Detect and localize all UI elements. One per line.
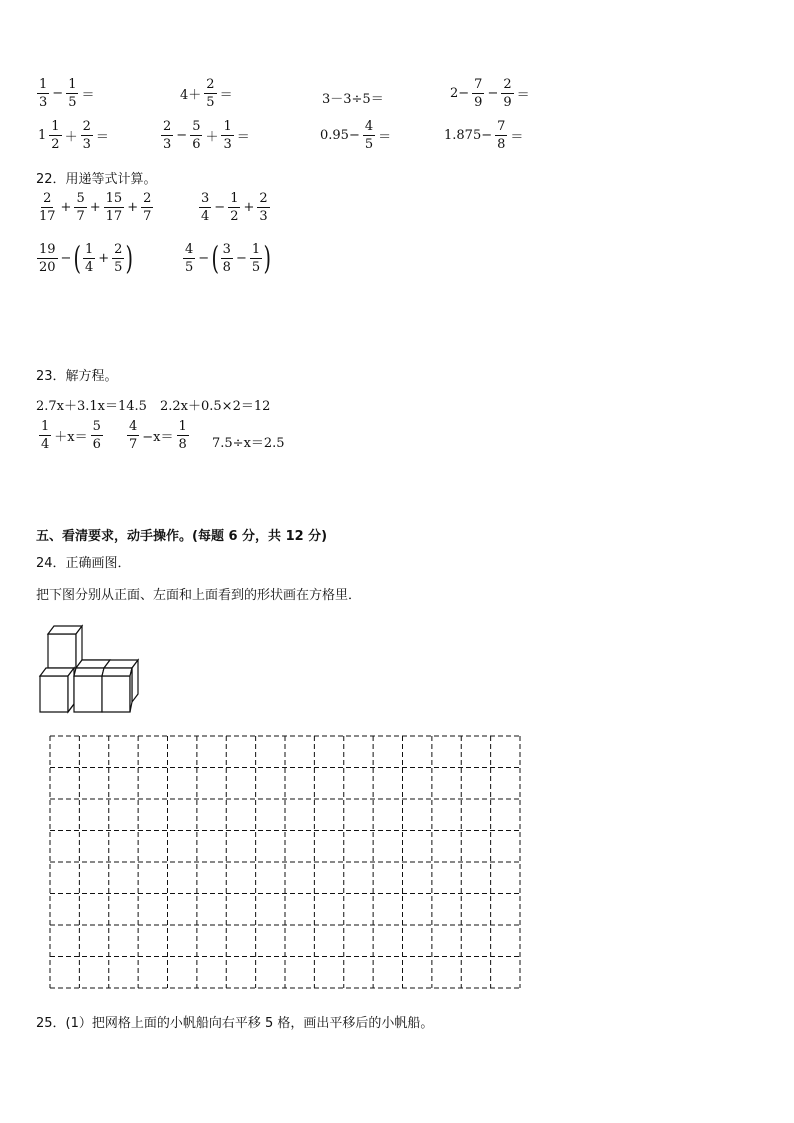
q22-row1-expr2 <box>198 192 271 223</box>
numerator: 15 <box>105 191 123 206</box>
fraction <box>127 420 139 451</box>
fraction <box>112 243 124 274</box>
q23-title: 23．解方程。 <box>36 369 118 384</box>
expression-text: ＋ <box>205 130 219 145</box>
numerator: 2 <box>43 191 52 206</box>
numerator: 3 <box>222 241 231 257</box>
q21-row1-expr3 <box>320 88 386 107</box>
fraction <box>228 192 240 223</box>
fraction <box>363 120 375 151</box>
expression-text: ＝ <box>219 88 233 103</box>
denominator: 3 <box>259 209 268 224</box>
section-5-title: 五、看清要求，动手操作。(每题 6 分，共 12 分) <box>36 529 328 544</box>
drawing-grid[interactable] <box>48 734 524 992</box>
denominator: 3 <box>39 95 48 110</box>
expression-text: 1.875− <box>444 128 493 143</box>
expression-text: + <box>89 200 101 215</box>
expression-text: −x＝ <box>142 430 174 445</box>
numerator: 1 <box>39 77 48 92</box>
parenthesis: ( <box>73 239 82 277</box>
expression-text: + <box>60 200 72 215</box>
numerator: 2 <box>503 77 512 92</box>
q23-row2-eq2 <box>126 420 190 451</box>
fraction <box>204 78 216 109</box>
fraction <box>104 192 125 223</box>
denominator: 9 <box>503 95 512 110</box>
expression-text: ＝ <box>236 130 250 145</box>
numerator: 2 <box>82 119 91 134</box>
fraction <box>190 120 202 151</box>
denominator: 17 <box>105 209 123 224</box>
parenthesis: ( <box>211 239 220 277</box>
q21-row1-expr2 <box>178 78 235 109</box>
q21-row2-expr4 <box>442 120 525 151</box>
q23-equation-1: 2.7x＋3.1x＝14.5 <box>36 399 147 414</box>
numerator: 19 <box>39 241 56 257</box>
numerator: 5 <box>92 419 101 434</box>
q22-row2-expr1 <box>36 239 134 277</box>
q21-row2-expr1 <box>36 120 111 151</box>
denominator: 3 <box>82 137 91 152</box>
numerator: 2 <box>206 77 215 92</box>
fraction <box>66 78 78 109</box>
expression-text: 0.95− <box>320 128 360 143</box>
expression-text: 3－3÷5＝ <box>322 92 384 107</box>
expression-text: − <box>60 250 72 266</box>
denominator: 3 <box>223 137 232 152</box>
q22-row2-expr2 <box>182 239 272 277</box>
fraction <box>183 243 195 274</box>
numerator: 3 <box>201 191 210 206</box>
numerator: 1 <box>41 419 50 434</box>
fraction <box>37 192 58 223</box>
q21-row1-expr4 <box>448 78 532 109</box>
numerator: 5 <box>192 119 201 134</box>
fraction <box>37 243 58 274</box>
denominator: 7 <box>143 209 152 224</box>
expression-text: 2− <box>450 86 470 101</box>
expression-text: 1 <box>38 128 47 143</box>
expression-text: − <box>235 250 247 266</box>
numerator: 1 <box>178 419 187 434</box>
numerator: 7 <box>497 119 506 134</box>
fraction <box>81 120 93 151</box>
denominator: 9 <box>474 95 483 110</box>
q25-title: 25．(1）把网格上面的小帆船向右平移 5 格，画出平移后的小帆船。 <box>36 1016 434 1031</box>
fraction <box>177 420 189 451</box>
numerator: 7 <box>474 77 483 92</box>
expression-text: − <box>198 250 210 266</box>
q23-row2-eq1 <box>38 420 104 451</box>
numerator: 1 <box>251 241 261 257</box>
fraction <box>199 192 211 223</box>
cube-figure <box>36 620 140 718</box>
denominator: 8 <box>497 137 506 152</box>
expression-text: ＝ <box>378 130 392 145</box>
expression-text: − <box>487 86 499 101</box>
expression-text: 4＋ <box>180 88 202 103</box>
numerator: 1 <box>84 241 94 257</box>
fraction <box>472 78 484 109</box>
fraction <box>39 420 51 451</box>
denominator: 5 <box>206 95 215 110</box>
q21-row1-expr1 <box>36 78 96 109</box>
fraction <box>257 192 269 223</box>
expression-text: 7.5÷x＝2.5 <box>212 436 285 451</box>
denominator: 4 <box>84 259 94 275</box>
q24-title: 24．正确画图． <box>36 556 131 571</box>
denominator: 17 <box>39 209 56 224</box>
expression-text: ＝ <box>516 88 530 103</box>
expression-text: + <box>98 250 110 266</box>
fraction <box>141 192 153 223</box>
fraction <box>221 120 233 151</box>
denominator: 7 <box>129 437 138 452</box>
fraction <box>74 192 86 223</box>
expression-text: + <box>243 200 255 215</box>
fraction <box>250 243 262 274</box>
fraction <box>49 120 61 151</box>
fraction <box>221 243 233 274</box>
expression-text: − <box>214 200 226 215</box>
q22-title: 22．用递等式计算。 <box>36 172 157 187</box>
fraction <box>83 243 95 274</box>
denominator: 6 <box>92 437 101 452</box>
expression-text: − <box>52 86 64 101</box>
q23-equation-2: 2.2x＋0.5×2＝12 <box>160 399 271 414</box>
numerator: 2 <box>114 241 123 257</box>
numerator: 4 <box>185 241 194 257</box>
denominator: 2 <box>51 137 60 152</box>
numerator: 2 <box>259 191 268 206</box>
q23-row2-eq3 <box>210 432 287 451</box>
numerator: 4 <box>129 419 138 434</box>
denominator: 7 <box>76 209 85 224</box>
numerator: 5 <box>76 191 85 206</box>
expression-text: ＝ <box>510 130 524 145</box>
denominator: 3 <box>163 137 172 152</box>
numerator: 1 <box>68 77 77 92</box>
denominator: 5 <box>251 259 261 275</box>
numerator: 2 <box>163 119 172 134</box>
fraction <box>501 78 513 109</box>
numerator: 2 <box>143 191 152 206</box>
numerator: 1 <box>51 119 60 134</box>
fraction <box>91 420 103 451</box>
q24-instruction: 把下图分别从正面、左面和上面看到的形状画在方格里． <box>36 588 362 603</box>
expression-text: ＋ <box>64 130 78 145</box>
denominator: 8 <box>222 259 231 275</box>
expression-text: ＝ <box>95 130 109 145</box>
denominator: 20 <box>39 259 56 275</box>
parenthesis: ) <box>263 239 272 277</box>
expression-text: ＝ <box>81 88 95 103</box>
denominator: 5 <box>114 259 123 275</box>
q21-row2-expr3 <box>318 120 393 151</box>
denominator: 5 <box>364 137 374 152</box>
expression-text: ＋x＝ <box>54 430 88 445</box>
fraction <box>161 120 173 151</box>
fraction <box>37 78 49 109</box>
denominator: 4 <box>41 437 50 452</box>
denominator: 5 <box>185 259 194 275</box>
fraction <box>495 120 507 151</box>
numerator: 1 <box>230 191 239 206</box>
q21-row2-expr2 <box>160 120 252 151</box>
denominator: 4 <box>201 209 210 224</box>
denominator: 8 <box>178 437 187 452</box>
numerator: 1 <box>223 119 232 134</box>
expression-text: − <box>176 128 188 143</box>
denominator: 5 <box>68 95 77 110</box>
parenthesis: ) <box>125 239 134 277</box>
numerator: 4 <box>364 119 374 134</box>
expression-text: + <box>127 200 139 215</box>
q22-row1-expr1 <box>36 192 154 223</box>
denominator: 2 <box>230 209 239 224</box>
denominator: 6 <box>192 137 201 152</box>
